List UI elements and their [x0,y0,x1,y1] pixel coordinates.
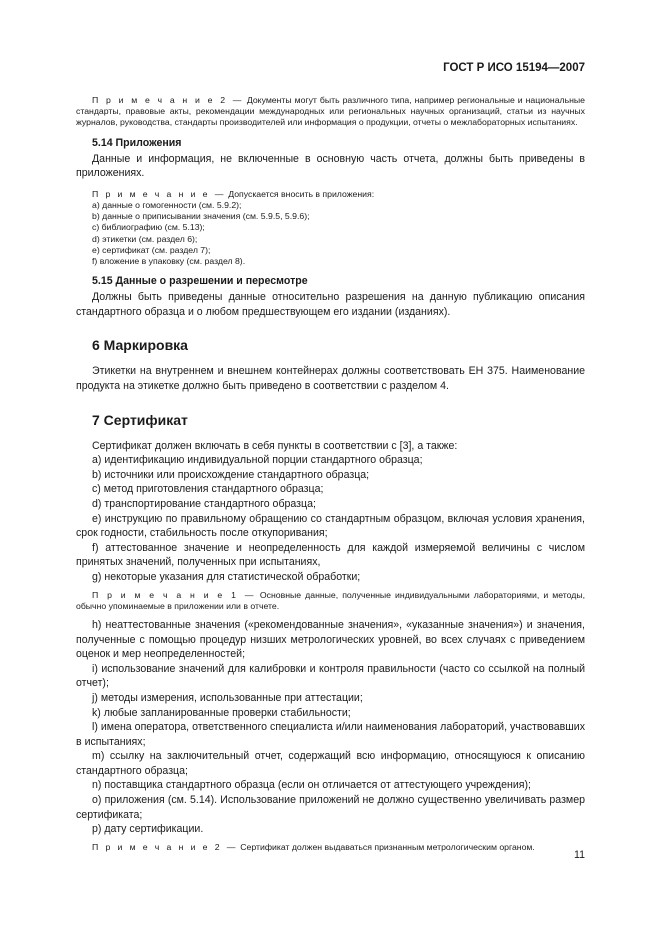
document-header: ГОСТ Р ИСО 15194—2007 [443,62,585,74]
list-item: e) инструкцию по правильному обращению со стандартным образцом, включая условия хранения, срок годности, стабильность после откупоривания; [76,512,585,540]
note-label: П р и м е ч а н и е 1 — [92,589,256,600]
list-item: h) неаттестованные значения («рекомендованные значения», «указанные значения») и значения, полученные с помощью процедур низших метрологических уровней, во всех случаях с приведением оценок и мер неопределенностей; [76,618,585,661]
note-1 [76,590,585,612]
certificate-list-b [76,618,585,837]
section-5-15-title: 5.15 Данные о разрешении и пересмотре [92,275,308,288]
list-item: c) библиографию (см. 5.13); [92,222,205,233]
section-5-14-title: 5.14 Приложения [92,136,182,149]
list-item: p) дату сертификации. [92,823,204,836]
list-item: k) любые запланированные проверки стабильности; [92,706,351,719]
list-item: c) метод приготовления стандартного образца; [92,483,324,496]
list-item: j) методы измерения, использованные при аттестации; [92,691,363,704]
list-item: b) данные о приписывании значения (см. 5.9.5, 5.9.6); [92,211,310,222]
note-text: Основные данные, полученные индивидуальными лабораториями, и методы, обычно упоминаемые в приложении или в отчете. [76,589,585,611]
appendix-list [76,200,585,267]
certificate-list-a [76,453,585,584]
note-label: П р и м е ч а н и е — [92,188,226,199]
list-item: n) поставщика стандартного образца (если он отличается от аттестующего учреждения); [92,779,531,792]
note-appendices [76,189,585,200]
note-label: П р и м е ч а н и е 2 — [92,95,244,105]
list-item: g) некоторые указания для статистической обработки; [92,570,361,583]
section-7-title: 7 Сертификат [92,411,188,428]
note-2 [76,842,585,853]
list-item: b) источники или происхождение стандартного образца; [92,468,370,481]
section-7-intro: Сертификат должен включать в себя пункты в соответствии с [3], а также: [92,439,458,452]
list-item: i) использование значений для калибровки и контроля правильности (часто со ссылкой на полный отчет); [76,662,585,690]
note-documents [76,95,585,129]
list-item: a) данные о гомогенности (см. 5.9.2); [92,200,242,210]
note-label: П р и м е ч а н и е 2 — [92,841,238,852]
list-item: o) приложения (см. 5.14). Использование приложений не должно существенно увеличивать размер сертификата; [76,794,585,821]
list-item: d) этикетки (см. раздел 6); [92,233,198,244]
list-item: f) аттестованное значение и неопределенность для каждой измеряемой величины с числом принятых значений, полученных при испытаниях, [76,541,585,569]
list-item: f) вложение в упаковку (см. раздел 8). [92,256,246,267]
section-6-body: Этикетки на внутреннем и внешнем контейнерах должны соответствовать ЕН 375. Наименование продукта на этикетке должно быть приведено в соответствии с разделом 4. [76,365,585,392]
section-5-15-body: Должны быть приведены данные относительно разрешения на данную публикацию описания стандартного образца и о любом предшествующем его издании (изданиях). [76,291,585,318]
page-number: 11 [574,849,585,861]
list-item: e) сертификат (см. раздел 7); [92,244,211,255]
note-text: Сертификат должен выдаваться признанным метрологическим органом. [237,841,535,852]
list-item: a) идентификацию индивидуальной порции стандартного образца; [92,454,423,467]
list-item: l) имена оператора, ответственного специалиста и/или наименования лабораторий, участвовавших в испытаниях; [76,721,585,748]
page-content [76,95,585,853]
note-text: Допускается вносить в приложения: [225,188,375,199]
list-item: d) транспортирование стандартного образца; [92,497,316,510]
note-text: Документы могут быть различного типа, например региональные и национальные стандарты, правовые акты, рекомендации международных или региональных научных организаций, статьи из научных журналов, руководства, стандарты производителей или информация о продукции, отчеты о межлабораторных испытаниях. [76,95,586,128]
section-6-title: 6 Маркировка [92,337,188,354]
list-item: m) ссылку на заключительный отчет, содержащий всю информацию, относящуюся к описанию стандартного образца; [76,750,585,777]
section-5-14-body: Данные и информация, не включенные в основную часть отчета, должны быть приведены в приложениях. [76,152,585,180]
